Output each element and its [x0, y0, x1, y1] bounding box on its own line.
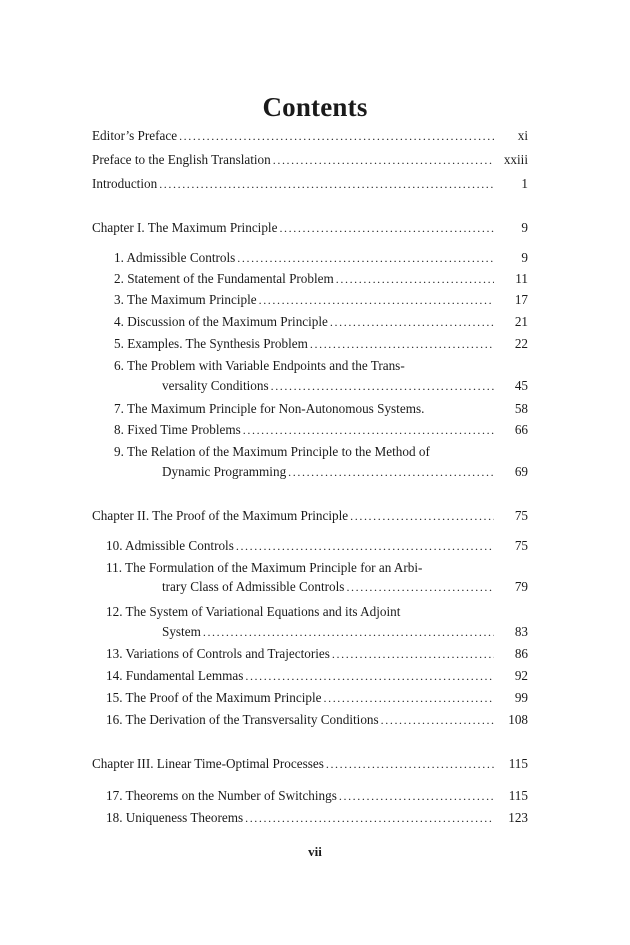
section-entry[interactable]: [106, 688, 528, 708]
leader-dots: [332, 644, 494, 664]
leader-dots: [159, 174, 494, 194]
toc-entry-page: xxiii: [503, 152, 528, 167]
section-entry[interactable]: [106, 786, 528, 806]
section-page: 92: [514, 668, 528, 683]
leader-dots: [330, 312, 494, 332]
section-page: 66: [514, 422, 528, 437]
section-label-line: 6. The Problem with Variable Endpoints and the Trans-: [114, 358, 405, 373]
section-label: 8. Fixed Time Problems: [114, 422, 241, 437]
toc-entry[interactable]: [92, 150, 528, 170]
section-page: 21: [514, 314, 528, 329]
leader-dots: [279, 218, 494, 238]
section-entry[interactable]: [114, 269, 528, 289]
toc-entry-label: Preface to the English Translation: [92, 152, 271, 167]
leader-dots: [350, 506, 494, 526]
leader-dots: [236, 536, 494, 556]
section-page: 123: [508, 810, 528, 825]
section-page: 86: [514, 646, 528, 661]
leader-dots: [271, 376, 494, 396]
section-label: 10. Admissible Controls: [106, 538, 234, 553]
section-page: 115: [508, 788, 528, 803]
section-label: 1. Admissible Controls: [114, 250, 236, 265]
section-page: 22: [514, 336, 528, 351]
section-page: 9: [521, 250, 528, 265]
section-entry[interactable]: [106, 710, 528, 730]
section-page: 79: [514, 579, 528, 594]
leader-dots: [326, 754, 494, 774]
toc-entry-label: Introduction: [92, 176, 158, 191]
section-page: 11: [515, 271, 528, 286]
section-entry[interactable]: [162, 462, 528, 482]
toc-entry[interactable]: [92, 174, 528, 194]
leader-dots: [245, 808, 494, 828]
section-label: 14. Fundamental Lemmas: [106, 668, 244, 683]
section-entry[interactable]: [114, 290, 528, 310]
section-label: 13. Variations of Controls and Trajectories: [106, 646, 330, 661]
leader-dots: [346, 577, 494, 597]
toc-entry-label: Editor’s Preface: [92, 128, 178, 143]
chapter-title: Chapter III. Linear Time-Optimal Processes: [92, 756, 324, 771]
section-page: 58: [514, 401, 528, 416]
section-page: 75: [514, 538, 528, 553]
section-label-continuation: System: [162, 624, 201, 639]
section-entry[interactable]: [114, 248, 528, 268]
section-label: 5. Examples. The Synthesis Problem: [114, 336, 308, 351]
section-label: 15. The Proof of the Maximum Principle: [106, 690, 322, 705]
chapter-entry[interactable]: [92, 506, 528, 526]
leader-dots: [237, 248, 494, 268]
leader-dots: [203, 622, 494, 642]
section-label: 18. Uniqueness Theorems: [106, 810, 244, 825]
section-entry[interactable]: [162, 376, 528, 396]
leader-dots: [288, 462, 494, 482]
leader-dots: [245, 666, 494, 686]
section-page: 17: [514, 292, 528, 307]
chapter-title: Chapter II. The Proof of the Maximum Principle: [92, 508, 349, 523]
leader-dots: [179, 126, 494, 146]
section-entry[interactable]: [114, 420, 528, 440]
section-label: 4. Discussion of the Maximum Principle: [114, 314, 328, 329]
section-entry[interactable]: [114, 312, 528, 332]
toc-entry[interactable]: [92, 126, 528, 146]
section-label: 16. The Derivation of the Transversality Conditions: [106, 712, 379, 727]
section-entry[interactable]: [106, 808, 528, 828]
section-entry[interactable]: [106, 666, 528, 686]
section-label-line: 9. The Relation of the Maximum Principle to the Method of: [114, 444, 430, 459]
section-page: 108: [508, 712, 528, 727]
section-label: 17. Theorems on the Number of Switchings: [106, 788, 337, 803]
page-number: vii: [308, 844, 322, 859]
leader-dots: [259, 290, 494, 310]
section-page: 99: [514, 690, 528, 705]
section-page: 69: [514, 464, 528, 479]
leader-dots: [310, 334, 494, 354]
section-entry[interactable]: [114, 399, 528, 419]
section-label-continuation: Dynamic Programming: [162, 464, 287, 479]
section-label-line: 12. The System of Variational Equations and its Adjoint: [106, 604, 401, 619]
leader-dots: [243, 420, 494, 440]
leader-dots: [381, 710, 494, 730]
section-page: 83: [514, 624, 528, 639]
section-label-continuation: versality Conditions: [162, 378, 269, 393]
toc-entry-page: 1: [521, 176, 528, 191]
section-entry[interactable]: [106, 644, 528, 664]
section-page: 45: [514, 378, 528, 393]
section-entry[interactable]: [106, 536, 528, 556]
section-label-continuation: trary Class of Admissible Controls: [162, 579, 345, 594]
leader-dots: [336, 269, 494, 289]
toc-entry-page: xi: [517, 128, 528, 143]
section-label: 3. The Maximum Principle: [114, 292, 257, 307]
section-entry[interactable]: [162, 622, 528, 642]
contents-heading: Contents: [262, 92, 368, 122]
section-label-line: 11. The Formulation of the Maximum Principle for an Arbi-: [106, 560, 423, 575]
leader-dots: [324, 688, 495, 708]
chapter-page: 9: [521, 220, 528, 235]
leader-dots: [339, 786, 494, 806]
chapter-entry[interactable]: [92, 218, 528, 238]
section-label: 7. The Maximum Principle for Non-Autonomous Systems.: [114, 401, 425, 416]
section-entry[interactable]: [162, 577, 528, 597]
leader-dots: [273, 150, 494, 170]
section-entry[interactable]: [114, 334, 528, 354]
chapter-title: Chapter I. The Maximum Principle: [92, 220, 278, 235]
chapter-page: 115: [508, 756, 528, 771]
section-label: 2. Statement of the Fundamental Problem: [114, 271, 334, 286]
chapter-entry[interactable]: [92, 754, 528, 774]
chapter-page: 75: [514, 508, 528, 523]
